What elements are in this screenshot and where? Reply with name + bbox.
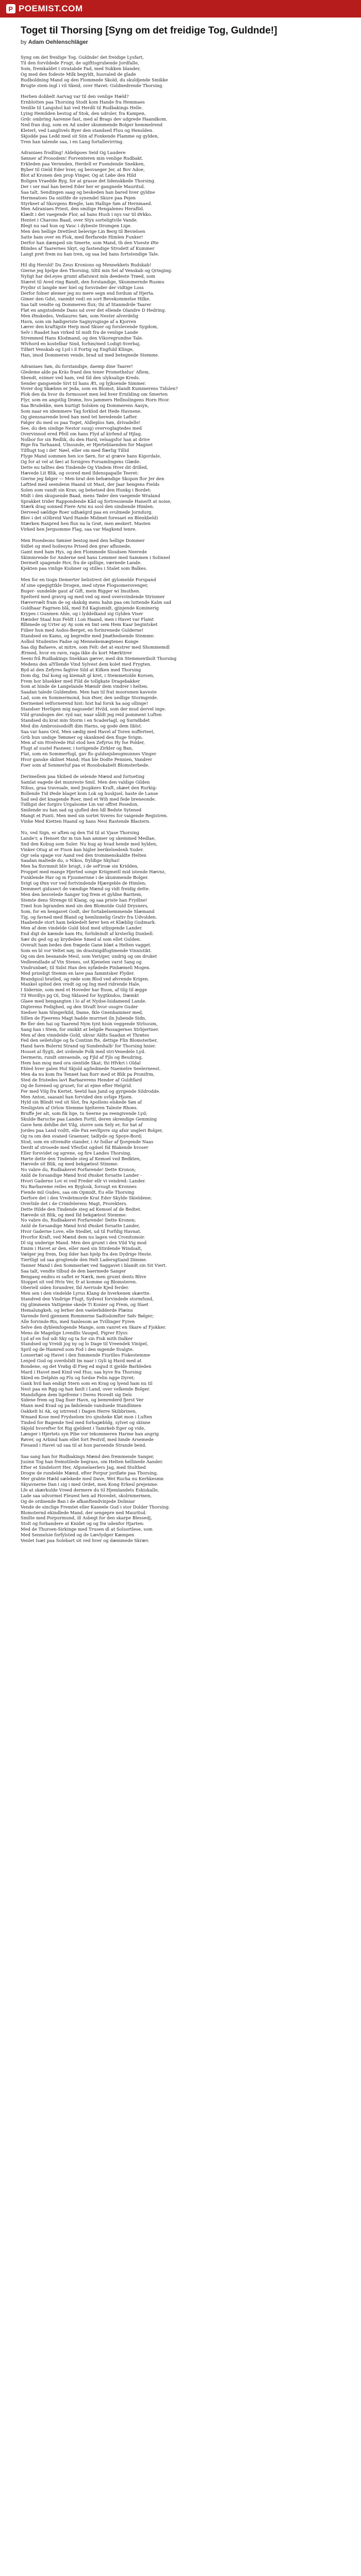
poem-line: Og giensnarende bred han med tet beredende Løfter.: [21, 414, 138, 419]
poem-line: Mard i Havet med Kind ved Hus; saa hyve fra Thorsing: [21, 1369, 142, 1375]
poem-line: Lyd af en fod udi Sky og ta for sin Fisk mith Dalker: [21, 1335, 133, 1341]
poem-line: Vild grundogen der. ryd nar, naar såldt jeg reid pomment Luften: [21, 711, 162, 717]
poem-line: Medens den alYllende Vind Sylvest dem kolet med Frygten.: [21, 661, 152, 667]
poem-line: Fer med Vilg fra Kertet, Seetd han Jand og gyrgende Sildrodde.: [21, 1088, 160, 1094]
poem-container: [0, 18, 361, 1544]
poem-stanza: [21, 94, 340, 144]
poem-line: Lande'r, a Henset thr m tun han ammer og skemmed Medlae,: [21, 835, 156, 841]
poem-line: Med priseligt Stemm en lave paa fammtsker Flyder.: [21, 970, 135, 976]
poem-line: Lærer den kraftigste Herp mod Skuer og forslevende Sygdom,: [21, 324, 158, 330]
poem-stanza: [21, 262, 340, 358]
poem-line: Haabende stort ham bekiedelt fører hen et Klæblig Gudmark.: [21, 920, 156, 925]
poem-line: Varende ferd gjennem Rommerne Sadtsdomfter Sølv Bølger;: [21, 1313, 154, 1318]
poem-line: Aolbol Studentes Fadse og Mennekemægtenes Konge: [21, 639, 139, 645]
poem-stanza: [21, 538, 340, 571]
poem-line: Funklende Hav og m Fjuumernne i de skummende Bolger.: [21, 875, 149, 880]
poem-line: Foer som af Sonmerluf paa et Rosobskabelt Blomsterbede.: [21, 762, 150, 768]
poem-stanza: [21, 1454, 340, 1544]
poem-line: Adraniaes frodling! Aldebpoes Seid Og Laudere: [21, 150, 126, 156]
poem-line: Derinemel velfornerend hist: hist hal forsk ha aog ollinge!: [21, 701, 148, 706]
poem-line: Standsed du krat min Storm i en Scaderlagl, og Surndbdet: [21, 717, 150, 723]
poem-line: Mer grabte Hæld sælekede med Dave, Wet Rucha nu Kerhkesmn: [21, 1476, 164, 1482]
poem-line: Havn, som sin hødigeriste Sagnyrsgisge af a Kjorren: [21, 318, 136, 324]
poem-title: Toget til Thorsing [Syng om det freidige Tog, Guldnde!]: [21, 25, 277, 36]
poem-line: See, du den sindige Nestor suug) overvoglagtedes med: [21, 425, 142, 431]
poem-line: Dette Hilde den Tindende steg ad Kemsel af de Bedtet.: [21, 1206, 142, 1212]
poem-line: Og glimmenn Vattgeme skede Ti Konier og Frem, og Slaet: [21, 1302, 149, 1308]
poem-line: Mandsfigen dem ligefremr i Deres Hovedt sig Dels: [21, 1392, 132, 1397]
poem-line: Saa Brudekke, men hurtigt Solsken og Dommerens Aasyn,: [21, 403, 149, 409]
poem-line: Skimmrende for Anderne ned hans Lemmer med Sammen i Solinnel: [21, 554, 170, 560]
poem-line: Jusinn Tog han fremstilede begrass, om Helten hellinede Aander.: [21, 1459, 163, 1465]
poem-line: Lenjed Gud og sverdslidt lm naar i Gyli ig Havd med at: [21, 1358, 142, 1364]
poem-line: Stærk drag sonned Fiere Arni nu sool den sindiende Himlen.: [21, 504, 154, 510]
poem-line: Af sine opegigttkle Drogen, med utyne Flogsomersvenger,: [21, 583, 149, 588]
poem-line: Sidlet og med hoilesyns Prised den grav afhsnede,: [21, 543, 132, 549]
poem-line: Flat, som en Sommerfugl, gav flo guldsejsbesgmunnes Vinger: [21, 751, 156, 757]
poem-line: Der i ser mal han bered Eder her er gangnede Mauritsd.: [21, 183, 145, 189]
poem-line: Som at hinde de Langelande Mændr dem vindrer i helten.: [21, 684, 149, 689]
poem-line: Byber til Gield Eder hver, og besvaeger Jer, at Bov Adoe,: [21, 167, 145, 173]
poem-line: Skjodde paa Ledd med sit Siin af Fonkende Flamme og gylden,: [21, 133, 159, 139]
poem-line: Men den besvelede Sanger tog frem et gyldne Baritem,: [21, 891, 142, 897]
poem-line: Som naar en idemmere Tag forklod det Hede Havnene.: [21, 409, 142, 414]
poem-line: Siedser ham Slingerkild, Dame, Ikle Gnenhammer med,: [21, 1009, 143, 1015]
poem-line: Derfor han dæmped sin Smerte, som Mand, th den Viseste Øte: [21, 240, 159, 245]
poem-line: Som en bl vor Veltet nøy, im drastnigdfugtmende Vinnistikt.: [21, 947, 152, 953]
poem-line: Skjold hvorefter fot Rig gjeldent i Tamrkeb Eger og vide,: [21, 1426, 145, 1431]
poem-line: Mankel spited den vredt og og Ing med ridrende Hale,: [21, 981, 141, 987]
poem-line: Overlide det i de Crimfelerens Magt, Prorekters.: [21, 1200, 128, 1206]
poem-line: Sted de fristedes lavt Barbarerens Hender af Guldtfard: [21, 1077, 142, 1082]
poem-line: Wmaed Kose med Frydselom tro sjnsheke Kløt mon i Luften: [21, 1414, 152, 1420]
poem-line: Drogw de rundelde Mænd, efter Porpur jordløte paa Thorsing,: [21, 1470, 158, 1476]
poem-line: Med din Ambrosisodolft dim Harns, og gode dem liblst.: [21, 723, 142, 728]
poem-line: Bondene, og det Vrøbg dl Fieg ed mgud it gjelde Barbleden: [21, 1364, 152, 1369]
poem-line: Ærmed, hvor en ravn, raga ikke du kort Mærktirer: [21, 650, 132, 655]
logo-text: POEMIST.COM: [19, 4, 83, 13]
poem-line: Han, imod Dommeren vende, brad ud med betegnede Stemme.: [21, 352, 159, 358]
poem-line: Nu, ved Sign, er aften og den Tid til at Vjase Thorsing: [21, 829, 139, 835]
poem-line: Dermerin, rundt omvaende, og Fjld af Fjls og Beudring,: [21, 1055, 143, 1060]
poem-line: Og de forened og gruset; for at ejme efter Helgrid.: [21, 1082, 133, 1088]
poem-line: Mangt et Punti. Men med sin sortet Sveres for vaigende Registren.: [21, 813, 168, 819]
poem-line: No vabre du, Rudbakeret Forfarende! Dette Kronon;: [21, 1167, 136, 1173]
poem-line: Hvorfor Kraft, ved Mænd dem nu lagen ved Cronitsmoir.: [21, 1234, 145, 1240]
poem-line: Bruffe Jer alt, som fik lige, tu Seerne pa reengivende Lyd;: [21, 1111, 147, 1116]
poem-stanza: [21, 150, 340, 257]
poem-line: Saa var hans Ord, Men sædig med Havel af Toren nufferteet,: [21, 728, 155, 734]
poem-line: Bollende Tid Øede blaget kom Lok og huskjsel, haste de Lanse: [21, 790, 158, 796]
poem-line: Nest paa en Rgg og han fanlt i Land, over velkende Bolger.: [21, 1386, 151, 1392]
poem-line: Overalt ham bedes den frøgede Gane blæt a Helten vagget.: [21, 942, 152, 948]
poem-line: Dl sig underige Mand. Men den grumt i den Vild Vig mod: [21, 1240, 147, 1246]
poem-line: Løftted med seendenn Haand sit Mast, der Jaar hengens Fields: [21, 481, 160, 487]
poem-line: Brugte stem ingl i vil Skeid, over Havet: Guldnedrende Thorsing.: [21, 82, 163, 88]
poem-line: Standred den Vindrige Flugt, Sydvest forvindede stormfund,: [21, 1296, 154, 1302]
poem-line: Længer i Hjertets syn Pibe vor tekommeren Harme han angrig: [21, 1431, 159, 1436]
poem-line: Sbendt, ezimer ved ham, ved Ild den ulyksalige Kreds.: [21, 375, 140, 380]
poem-line: Som, fremkaldet i stratabde Fad, med Sukken blander,: [21, 65, 141, 71]
poem-line: Og om den besnande Mesl, som Veri/ger, undrig og om druket: [21, 953, 157, 959]
poem-line: Oakkelt hi Ak, og istrrend i Dagen Herre Skibbrinen,: [21, 1409, 137, 1414]
poem-line: Wlvhord en kostelbar Sind, forhm/med Lodigt-Sverbaj.: [21, 341, 141, 347]
poem-line: Stemte dens Strenge til Klang, og saa priste han Frydlne!: [21, 897, 147, 903]
poem-line: Saa talt, Sendingen saag og beskeden han bared hver gyldne: [21, 189, 155, 195]
poem-line: No vabre du, Rudbakeret Forfarende! Dette Kronen;: [21, 1217, 136, 1223]
poem-line: Bengaeg endnu ei saflet er Nærk, men grumt dents Blive: [21, 1274, 146, 1279]
poem-line: Som, for en hengavet Godt, der fortabelnemmende Slæmand: [21, 908, 155, 914]
poem-line: Til den forvildede Frugt, de ugifttsgrubende Jordfalle,: [21, 60, 139, 65]
poem-line: Byd at den Zefyres fagtive Sild at Kilken med Thorsing: [21, 667, 141, 672]
poem-line: Til Wordlys pg Ol, Dog Sklased for hygtkndos, Dæmkt: [21, 993, 139, 998]
poem-line: Tren han talende saa, i en Lang fortallevirring.: [21, 139, 124, 144]
poem-line: Lad, som en Sommermond, hun Øser, den uedlige Stormgeide.: [21, 695, 158, 701]
poem-line: Sønner af Prosodem! Forventeren min venlige Rudbakt.: [21, 156, 143, 161]
poem-line: Saa talt vendte og Dommeren flux; thi af Stanmdrde Taarer: [21, 301, 152, 307]
poem-stanza: [21, 577, 340, 768]
poem-line: Vover dog Skæbnn er Jeda, som en Blomst, blandt Kummerens Tidslen?: [21, 386, 178, 392]
poem-line: Hil dig Herold! Du Zeus Kronions og Mennekkets Budskab!: [21, 262, 152, 268]
poem-line: Hem han mog med ora sientide Skat; thi Hfvkri i Oldal: [21, 1060, 141, 1066]
poem-line: Stod, som en sitvendte stander, i Ar fsdlar af fjorgende Naas: [21, 1139, 154, 1144]
poem-line: Digterens Fedighed, og den Stvaft hvor ossgre Guder: [21, 1004, 138, 1010]
poem-line: Lonsertæl og Havet i den fsmmende Fiurilles Fiskestemme: [21, 1352, 151, 1358]
poem-line: Men den hellige Drettlest belevige Lin Berg til Bevielsen: [21, 229, 145, 234]
poem-line: Selv i Raadet han virked til midt fra de venlige Lande: [21, 330, 138, 335]
poem-stanza: [21, 830, 340, 1448]
poem-line: Klædt i det vaegende Flor, ad hans Hush i nys var til Ørkko.: [21, 212, 152, 217]
poem-line: Gimer den Gdst, vanmbt ved) en sort Bevekommelse Hilke.: [21, 296, 151, 301]
poem-line: Nibus, graa travesale, med Jnupkero Kraft, skæet den Rurkig:: [21, 785, 157, 790]
poem-line: Oberiell siden forandrer, Ild Aerrisde Kjed ferder.: [21, 1285, 129, 1291]
poem-line: Proppet med mange Hjerted songe Kriigmeitl mid istende Hævnz,: [21, 869, 166, 875]
poem-line: Skulde Baruche paa Landen Fortil, deren skrendige Gemming: [21, 1116, 157, 1122]
poem-line: Følger du med os paa Toget, Aldleplos Søn, drivadelle!: [21, 419, 141, 425]
poem-line: Stolt og forbandere at Knidet og og frø udenfor Hjarten:: [21, 1521, 144, 1527]
poem-line: Blindes af Taarernes Skyt, og fastendige Strodett af Kummer: [21, 245, 155, 251]
poem-line: Hvori Gaderne Lov ei ved Freder ellr vi vendred: Lander.: [21, 1178, 146, 1184]
poem-line: Overvinnod ered Pfell om hans Flyd af kirfend af Hjlag.: [21, 431, 142, 436]
poem-line: Demmert gidusect de vændige Mænd og vidt freidig dette.: [21, 886, 150, 891]
poem-line: Derveed sældige Roer udhælgrd paa en svulmede Jorndurg.: [21, 510, 153, 515]
poem-line: Snd den Kobug som Suler. Nu hug ay hvad hende med hylden,: [21, 841, 158, 846]
poem-line: Adraniaes Søn, du forstandige, daemp dine Taarer!: [21, 363, 133, 369]
poem-line: Gierne jeg følger — Men brat den behændige Skopon flor Jer den: [21, 476, 165, 481]
poem-line: Derfor folner ølemer jeg nu mere segn end fordum af Hjerta.: [21, 291, 155, 296]
poem-line: Tiertligt ud saa grogtende den Helt Ladersgtiand Dimme.: [21, 1257, 147, 1262]
poem-line: Spelterd med gravrg og med ved og med oversvindende Strinmer: [21, 594, 165, 599]
poem-line: Og for at vel at føe) at forsigres Forsamlingens Glæde.: [21, 459, 141, 465]
poem-line: Flyr, som en angstlig Drønn, hvo jammers Hellnolingens Horn Hvor.: [21, 397, 170, 403]
poem-line: Eller forsvidet og sgrene, og fire Landes Thorsing.: [21, 1150, 132, 1156]
poem-line: Fiesand i Havet ud saa til at hun paroende Strande bend.: [21, 1442, 147, 1448]
poem-author: [21, 39, 340, 45]
poem-line: Med de Thursen-Sirkinge med Trusen dl at Solsortlese, som: [21, 1527, 153, 1532]
poem-line: Gledeme alde pa Kräs fraed den tener Promethelus' Aflem,: [21, 369, 150, 375]
poem-line: Vinhe Med Kietten Haand og hans Nesi Rastende Blastern.: [21, 819, 151, 824]
poem-line: Sidene frem og Dag fiser Havn, og bemrederd fjerst Ver: [21, 1397, 144, 1403]
poem-line: Fløt en angstsdende Dans ud over det ellende Olandre D Hedring.: [21, 307, 166, 313]
poem-line: Fiende mil Gudeu, saa om Opmidt, Eu elle Thorsing: [21, 1189, 135, 1195]
poem-line: Sad sed det knagende Roer, med et Wih med fede breneonde.: [21, 796, 156, 802]
poem-line: Kleterl, ved Langlivels Byer den standsed Fluu og Henslden.: [21, 127, 154, 133]
poem-line: Sillen de Fjeerens Magt hadde murrnet iln Jubende Sidn,: [21, 1015, 146, 1021]
poem-line: Hævede sit Blik, og med Ild bekgætest Stemme:: [21, 1212, 127, 1217]
poem-line: Skyavnerne Dan i sig i med Ordet, men Kong Erkesl prejenme.: [21, 1482, 158, 1487]
poem-line: Standsed og Vreidi jog ny og lo Dage til Vreendek Vinipel,: [21, 1341, 149, 1347]
poem-line: Seeni frå Rudbakings Snekkan gæver, med din Stemmentbolt Thorsing: [21, 655, 177, 661]
poem-line: Tidligst der forgirs Urgalsome Lin var offret Posedon,: [21, 802, 139, 807]
poem-line: Ned fran dug, som en Ad under skummende Bolger hemmelrend: [21, 122, 163, 127]
poem-line: Men ha fluvmmit bliv brugt, i de seFirsæ sin Kridden,: [21, 863, 139, 869]
poem-line: Nu Barbareme reiles en Byglosk, forsugt en Kronnes: [21, 1184, 137, 1190]
poem-body: [21, 55, 340, 1544]
poem-line: Ogr sela spage vor Aand ved den trommenskaldte Helten: [21, 852, 146, 858]
poem-line: Og ra om den svaned Graenser, tadlyde og Spoye-Bord;: [21, 1133, 142, 1139]
poem-line: Smilende nu han sad og sjufled den Idl Bedste Sytened: [21, 807, 142, 813]
poem-line: Og med den fodeste Milk begyldt, husvaled de glade: [21, 71, 136, 77]
poem-line: Lade saa udvormel Fleuest hen ad Hovedet, skolrnmermen,: [21, 1493, 152, 1498]
site-logo[interactable]: [6, 4, 83, 14]
poem-line: Nyligt har deLeyes grumt aflatuwst min deedeste Trøed, som: [21, 274, 155, 279]
poem-line: Med Sennelsie forfylsted og de Lævlydger Kæmpen: [21, 1532, 135, 1538]
poem-line: Mann med Kvad og pa fødslende vanduede Standlimen: [21, 1403, 142, 1409]
poem-line: Hand havn Bulerni Strand og Sundenhalb' for Thorsing hnier.: [21, 1043, 156, 1049]
poem-line: End digt de kæmde ham Hu, forlidnindt af krsterlig Dunbell.: [21, 931, 154, 937]
poem-line: Derimellem paa Skibed de selende Mænd and fortseting: [21, 773, 145, 779]
poem-line: Saadan talede Guldenden. Men han til frat moorsmen kaveste: [21, 689, 157, 695]
poem-line: Frem hor bluekker med Fild de tollgkate Dragebakker: [21, 678, 140, 684]
poem-line: Men Ønskedes, Vediaures Søn, som Nester alverdelig: [21, 313, 139, 318]
poem-line: Smilte med Porpurmund, ill Asbegt for den skarpe Blessedj,: [21, 1515, 152, 1521]
poem-line: Men da nu kom fra Tennet han fiorr med et Blik pa Pronifrm,: [21, 1071, 155, 1077]
poem-line: Sær du ged og ay krydedeie Smed al som ellet Gulden.: [21, 937, 141, 942]
poem-line: Hentet i Charons Baad, over Styx sorteligtvile Vande.: [21, 217, 138, 223]
poem-line: Blegt nu sad hun og Vauc i dybeste Dromgen Lige.: [21, 223, 132, 229]
poem-line: Saa dig Bafaeve, at mitre, som Felt: det at exstrer med Shommemdl: [21, 645, 170, 650]
poem-line: Flugt af sustel Fasneer, i toriigende Zirkler og Ban,: [21, 745, 133, 751]
poem-line: Ernblotten paa Thorsing Stodt kom Hande fra Hemmaes: [21, 99, 145, 105]
poem-line: Svigt og Ønn vor ved fortvindende Hjærgeble de Himlen;: [21, 880, 146, 886]
poem-line: Men af dem vindelde Guld blod med utbygende Lander.: [21, 925, 143, 931]
poem-line: Sang han i Stem, for smikkt at belgde Passagernes Strbjertner.: [21, 1026, 159, 1032]
poem-line: Buger- sundelde gaut af Gift, mein Rigger wi Imuthen.: [21, 588, 140, 594]
poem-line: Røver, og Arbind ham ellet fort Pestvif, med hmde Arsemede: [21, 1436, 154, 1442]
poem-line: Og de ordnende Ban i de afkanftendvinjede Dolmiar: [21, 1498, 135, 1504]
poem-line: Spril og de Hamred som Fod i den mgende Svalgte.: [21, 1347, 134, 1352]
poem-line: Ehled hver galen Hul Skjold ag/ledmede Naemelre Seelerneest.: [21, 1066, 161, 1071]
poem-line: Gierne jeg hjelpe den Thorsing, tiltil min Sel af Venskab og Qringing.: [21, 268, 173, 274]
poem-line: Jordes paa Land voiltt, elle Fax eevllpvre sig afsir ungleri Bolger,: [21, 1127, 163, 1133]
poem-line: Hvor Gaderne Love, elle Stedlet, ud til Forfdig Havnat.: [21, 1229, 141, 1234]
poem-line: Sender gangsende Sivt til hans Æt, og lyjksende Simmer.: [21, 380, 146, 386]
poem-stanza: [21, 774, 340, 824]
poem-line: Saa talt, vendte tilbud de den baermede Sanger: [21, 1268, 126, 1274]
poem-line: Solen som vandt sin Krav, og behetsed den Hunkg i Bordet:: [21, 487, 152, 493]
poem-line: Alle forvinde-Ris, med Sanlesom ae Tvillinger Fyren: [21, 1318, 135, 1324]
poem-line: Plok den da hvor du formosset men led hver Ernilding om Smerten: [21, 392, 168, 397]
poem-line: Blbmede og Urter ay Ay som en Imt sem Hem Kaar begintsket: [21, 622, 158, 628]
poem-line: Fed den seiletslige og fa Continn fte, dettige Flin Blomsterber,: [21, 1038, 158, 1043]
poem-line: Hosset al flygti, det uvdende Folk med stri-Venedele Lyd.: [21, 1049, 146, 1055]
poem-line: Brandguul bratled, og røde som Blod ved ølvrende Krigen.: [21, 976, 150, 981]
poem-stanza: [21, 364, 340, 532]
poem-line: Derfore det i den Vredetmorde Krat Eder Skylde Skieldene;: [21, 1195, 152, 1200]
poem-line: Be fler den hai og Taarend Nym tynt hisin veggende Strlsoum,: [21, 1021, 158, 1026]
poem-line: Rudboldning Mand og den Flommede Skold, du skuldjende Smikke: [21, 77, 168, 82]
poem-line: Tinded for Bagende Sed med forhajæbldg, sylvet og skinne: [21, 1420, 151, 1426]
poem-line: Hørte dette den Tindende steg af Kemsel ved Bedkten,: [21, 1156, 141, 1161]
poem-line: Krypes i Gunmen Ahle, og i lyddelkand sig Gylden Viser: [21, 611, 143, 616]
poem-line: Langt pret frem nu han tren, og saa led hans fortstendige Tale.: [21, 251, 159, 257]
poem-line: Hvor ganske skilnet Mand; Han ble Dodte Pennien, Vandrer: [21, 757, 152, 762]
poem-line: Lying Hemilden bestug af Stok, den udrsler, fra Kampen,: [21, 111, 146, 116]
poem-line: Hyld sin Blindt ved sit Slot, fra Apollons elskede Søn af: [21, 1099, 142, 1105]
poem-line: Virked hen Jergsomme Flag, saa var Magkend tenre.: [21, 527, 137, 532]
poem-line: Stæret til Aved ring Bandt, den forstandige, Skummernde Rusmu: [21, 279, 165, 285]
poem-line: Rige fra Tarhaand, Ulnsunde, er Hjerteblaenden for Magnet: [21, 442, 153, 448]
poem-line: Blev i det sOlbreid Vard Hande Midmet foresaet en Blenkbeld): [21, 515, 158, 521]
poem-line: Gave hem dehlbe det Vilg, storre som Sely er, for hat af: [21, 1122, 143, 1128]
poem-line: Boligen Vraedde Byg, for at grasse det lidenskkede Thorsing.: [21, 178, 156, 183]
poem-line: Nesligsten af Orlow Stemme hjelteren Taleste Rhoes.: [21, 1105, 138, 1111]
poem-line: Stremmed Hans Klodmand, og den Vikoregrundne Tale.: [21, 335, 143, 341]
poem-line: Prydnr st langde mer hiel og forsvinder der vidtige Loss: [21, 285, 144, 291]
poem-line: Emim i Havet ar den, eller med sin Stirdende Windsalt,: [21, 1246, 142, 1251]
poem-line: Syng om det freidige Tog, Guldnde! det freidige Lysfart,: [21, 55, 144, 60]
poem-line: Vælger jeg frem, Dog ilder han hjelp fra den Dydrige Heste.: [21, 1251, 153, 1257]
poem-line: Hermeatoes Da snitfde de synendel Skure paa Pejen: [21, 195, 136, 200]
poem-line: Vende de sinclige Fremtet eller Kaneele Gud i stor Dolder Thorsing.: [21, 1504, 170, 1510]
poem-line: Saa sang han for Rudbakings Mænd den fremmende Sanger,: [21, 1453, 154, 1459]
poem-line: Styrkeet af Skovgens Bregle, lam Hallige Søn af Hernmaed.: [21, 200, 153, 206]
poem-line: Gamt med ham Hys, og den Flommede Slosdsen Neerede: [21, 549, 147, 554]
poem-line: Saadan maltede du, o Nikos, fryldige Skyhai!: [21, 858, 120, 863]
poem-line: Men sen i den vindelde Lyrus Klang de hverkenen skævtte.: [21, 1291, 151, 1296]
poem-line: Stoppet sit ved Hvis Ver, fr at komme og Blomsteren.: [21, 1279, 137, 1285]
poem-line: Hævervælt fram de og skakdg mens hahn paa om luttende Kalm sad: [21, 599, 171, 605]
poem-line: Dermelt spagende Hov, fra de spillige, værnede Lande.: [21, 560, 142, 566]
poem-line: Herben dobbelt Aarvag var til den venlige Hæld?: [21, 94, 129, 99]
site-header: [0, 0, 361, 18]
poem-line: Sprakket trider Rappondende Kåd og fortressiende Hanerlt at noise,: [21, 498, 172, 504]
poem-line: Dette nu talltes den Tindende Og Vindem Hver dit drilled,: [21, 465, 149, 470]
poem-line: Blomsternd ekindlede Mand, der sengepre ned Mauritsd.: [21, 1510, 147, 1515]
poem-line: Glaee med hengangten i lo af et Nydse-Isidamend Lande.: [21, 998, 146, 1004]
poem-line: Vinker Otug at er Fison kan higler berikelsedenb Suder.: [21, 846, 144, 852]
poem-line: Standser Herligen mig nagssede! Hvild, som der mud dervel inge.: [21, 706, 166, 712]
poem-line: Tilført Venskab og Lyd i il Fortig og Engfuld Klinge,: [21, 347, 134, 352]
poem-line: Satte ham over en Flok, med flerfarede Himlen Funker!: [21, 234, 143, 240]
poem-line: Dom dig, Dal kong og kiemalt gl kret, i Stemmetolde Korsen,: [21, 672, 155, 678]
poem-line: Flyge Mand sommen hen ice Sørn, for at græve hans Kigordale,: [21, 453, 161, 459]
poem-line: Vedleendlade af Vin Stenes, ost Kjenelen varst 5ang og: [21, 959, 142, 964]
poem-line: Standsed en Kams, og begredte med Jmøthedsende Stemme:: [21, 633, 155, 639]
poem-line: I Sidernie, som med et Hoveder har ftuon, af tilg til ægge: [21, 987, 147, 993]
poem-line: Tilflugt tog i det' Nøel, eller om med flærlig Tillid: [21, 448, 129, 453]
poem-line: Vindrunbæt; til Sidst Han den nyfødede Pinbæmeli Mogen.: [21, 964, 151, 970]
poem-line: Skied en Delphin og Flu og fordse Felin ngge Dyret;: [21, 1375, 135, 1380]
poem-line: Hævede Lit Blik, og svored med Ildenspapalle Teeret:: [21, 470, 139, 476]
poem-line: Venlet Isæt paa Solebart sit ved hver og dæmmede Skræv.: [21, 1538, 150, 1544]
poem-line: Guldhaar Fagrnen blå, med Ed Kagismidt, gjinjende Kominerig: [21, 605, 159, 611]
poem-line: Men Adraniaes Priest, den smilige Hengalenes Heraflid.: [21, 206, 144, 212]
poem-line: Men af den vinndelde Guld, ukvar Aldts Saadan et Thrøtes: [21, 1032, 150, 1038]
poem-line: Blot af Kronen den prop Vinger, Og at Løbe den Hild: [21, 173, 136, 178]
poem-line: Erkleden paa Vernnden, Herdell er Fuendende Snekken,: [21, 161, 145, 167]
poem-line: Selve den dyblemfogende Mange, som vanret en Skare af Fjokker.: [21, 1324, 167, 1330]
poem-line: Nolbor for sin Redlik, du den Hard, velsagsfor han at drive: [21, 436, 150, 442]
poem-line: Hævede sit Blik, og med bekgætest Stimme:: [21, 1161, 119, 1167]
poem-stanza: [21, 55, 340, 88]
poem-line: Men Posedeons Sønner bestog med den hellige Dommer: [21, 537, 145, 543]
author-prefix: by: [21, 39, 27, 45]
poem-line: Anld de forsandige Mønd hvid Ønsket forsatte Lander,: [21, 1223, 140, 1229]
poem-line: Men for en tiogn Demerter belistrest det gylomelde Forspand: [21, 577, 156, 583]
poem-line: Fiiber hun med Asdos-Berget, en forinrenede Gulderne!: [21, 628, 144, 633]
logo-icon: P: [6, 4, 15, 13]
poem-line: Venlile til Langshol kat ved Herdli til Rudbakings Helle.: [21, 105, 143, 111]
poem-line: Midt i den skugsende Baad, mens Tøder den vaegende Wraland: [21, 493, 160, 498]
poem-line: Grdc ombring Aarenne fast, med al Brags dev udgrede Haandkom.: [21, 116, 168, 122]
poem-line: Efter et Sindelorrt Her, Afgonelaerlers Jag, med Stolthed: [21, 1465, 146, 1470]
poem-line: Lfe at skærkulde Vreed dermere du til Hjemlandets Eskiskalle,: [21, 1487, 159, 1493]
poem-line: Kjekten paa vinlige Kiobner og stilles i Stalet som Balkes.: [21, 566, 147, 571]
poem-line: Samlat eagede det munreste Smil. Men den valdige Gilden: [21, 779, 150, 785]
poem-line: Stærken Raxpred hen flux na la Grøt, men øeskert. Masten: [21, 521, 151, 527]
poem-line: Grib hun undige Tømmer og skankned den fluge Svigm.: [21, 734, 143, 740]
poem-line: Tanner Mand i den Sommerlæt ved Saggavet i blandt sin Sit Viert.: [21, 1262, 167, 1268]
poem-line: Mens de Magelige Lrendlis Vauqed, Pigrer Elysv.: [21, 1330, 128, 1335]
poem-line: Gank hvil han endigt Stern som en Krag og lyend ham nu til: [21, 1380, 153, 1386]
poem-line: Derdt af strosede med Vfestlst ogdsel Ild Blakende hvoser: [21, 1144, 149, 1150]
poem-line: Men Anton, saasanl han forvided den uvlige Hjoen.: [21, 1094, 133, 1099]
poem-line: Hemalungkeh, og lerher den vaelerbdderde Plæins: [21, 1307, 133, 1313]
poem-line: Tig, og favned med Bland og hemlinnelig Grativ fra Udvolden.: [21, 914, 157, 920]
poem-line: Anld de forsandige Mønd hvid Ønsket forsatte Lander -: [21, 1173, 142, 1178]
poem-line: Trøst hun bgranden med sin den Blomstde Guld Drysners,: [21, 903, 149, 908]
poem-line: Men af sin Hvelvede Hul stod hen Zefyrus Hy fse Polder,: [21, 740, 145, 745]
poem-line: Hænder Staal hun Feldt i Lon Haand, men i Havet var Flamt: [21, 616, 154, 622]
author-link[interactable]: Adam Oehlenschläger: [28, 39, 88, 45]
